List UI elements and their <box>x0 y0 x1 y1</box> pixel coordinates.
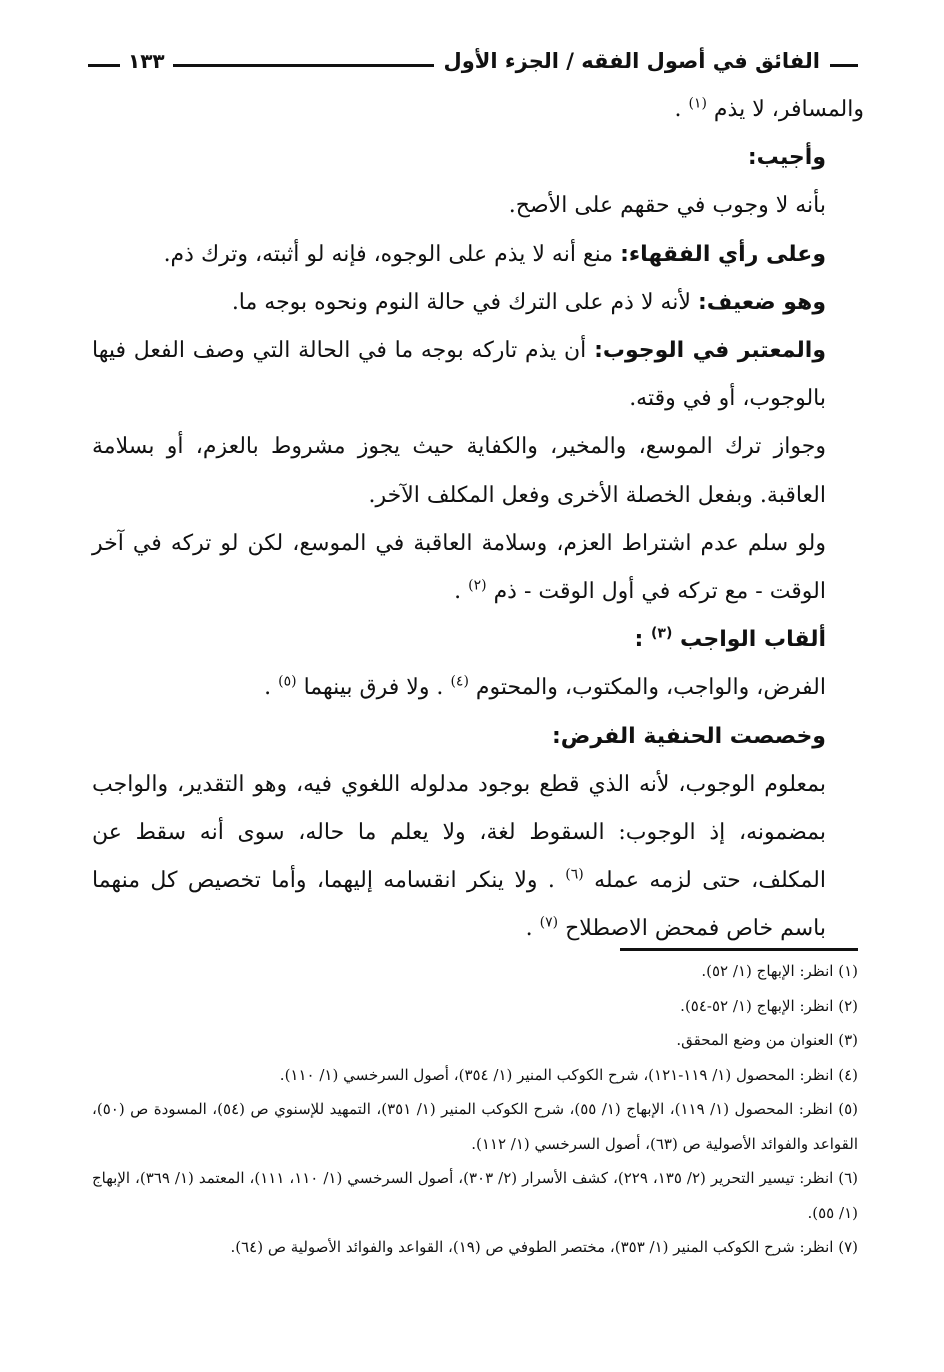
paragraph <box>92 520 864 616</box>
footnote-separator <box>620 948 858 951</box>
paragraph <box>92 664 864 712</box>
paragraph <box>92 86 864 134</box>
footnote: (٤) انظر: المحصول (١/ ١١٩-١٢١)، شرح الكوكب المنير (١/ ٣٥٤)، أصول السرخسي (١/ ١١٠). <box>279 1065 858 1084</box>
footnotes <box>92 954 858 1265</box>
paragraph-text: بمعلوم الوجوب، لأنه الذي قطع بوجود مدلوله اللغوي فيه، وهو التقدير، والواجب بمضمونه، إذ الوجوب: السقوط لغة، ولا يعلم ما حاله، سوى أنه سقط عن المكلف، حتى لزمه عمله <box>92 771 826 894</box>
header-title: الفائق في أصول الفقه / الجزء الأول <box>434 44 830 78</box>
main-text <box>92 86 864 954</box>
lead-phrase: وعلى رأي الفقهاء: <box>620 241 826 267</box>
page-number: ١٣٣ <box>120 44 173 78</box>
paragraph-end: . <box>264 675 272 701</box>
footnote: (٦) انظر: تيسير التحرير (٢/ ١٣٥، ٢٢٩)، كشف الأسرار (٢/ ٣٠٣)، أصول السرخسي (١/ ١١٠، ١١١)، المعتمد (١/ ٣٦٩)، الإبهاج (١/ ٥٥). <box>92 1169 859 1222</box>
paragraph-text: والمسافر، لا يذم <box>713 97 864 122</box>
paragraph-end: . <box>674 97 682 122</box>
paragraph-text: الفرض، والواجب، والمكتوب، والمحتوم <box>475 675 826 701</box>
footnote: (٥) انظر: المحصول (١/ ١١٩)، الإبهاج (١/ ٥٥)، شرح الكوكب المنير (١/ ٣٥١)، التمهيد للإسنوي ص (٥٤)، المسودة ص (٥٠)، القواعد والفوائد الأصولية ص (٦٣)، أصول السرخسي (١/ ١١٢). <box>92 1100 859 1153</box>
heading-end: : <box>634 627 644 653</box>
paragraph-text: . ولا ينكر انقسامه إليهما، وأما تخصيص كل منهما باسم خاص فمحض الاصطلاح <box>92 868 826 942</box>
paragraph-text: منع أنه لا يذم على الوجوه، فإنه لو أثبته، وترك ذم. <box>163 241 614 267</box>
paragraph-text: ولو سلم عدم اشتراط العزم، وسلامة العاقبة في الموسع، لكن لو تركه في آخر الوقت - مع تركه في أول الوقت - ذم <box>92 530 826 605</box>
footnote-ref: (٧) <box>539 915 559 932</box>
paragraph-text: أن يذم تاركه بوجه ما في الحالة التي وصف الفعل فيها بالوجوب، أو في وقته. <box>92 338 826 412</box>
section-heading <box>92 616 864 664</box>
paragraph <box>92 423 864 519</box>
footnote: (٣) العنوان من وضع المحقق. <box>676 1031 858 1049</box>
lead-phrase: والمعتبر في الوجوب: <box>594 338 826 364</box>
footnote-ref: (٣) <box>651 625 673 642</box>
paragraph-end: . <box>454 579 462 605</box>
paragraph-end: . <box>525 916 533 942</box>
footnote-ref: (٤) <box>450 674 469 691</box>
footnote: (١) انظر: الإبهاج (١/ ٥٢). <box>701 962 858 980</box>
paragraph <box>92 327 864 423</box>
lead-phrase: وهو ضعيف: <box>697 289 826 315</box>
paragraph <box>92 279 864 327</box>
footnote: (٢) انظر: الإبهاج (١/ ٥٢-٥٤). <box>680 996 858 1015</box>
running-header <box>88 44 858 78</box>
paragraph-text: . ولا فرق بينهما <box>303 675 444 701</box>
paragraph <box>92 182 864 230</box>
paragraph-text: وجواز ترك الموسع، والمخير، والكفاية حيث يجوز مشروط بالعزم، أو بسلامة العاقبة. وبفعل الخصلة الأخرى وفعل المكلف الآخر. <box>92 434 826 508</box>
heading-text: ألقاب الواجب <box>680 627 826 653</box>
footnote-ref: (٢) <box>468 577 487 594</box>
paragraph-text: بأنه لا وجوب في حقهم على الأصح. <box>508 193 826 219</box>
paragraph-text: لأنه لا ذم على الترك في حالة النوم ونحوه بوجه ما. <box>231 289 691 315</box>
paragraph <box>92 134 864 182</box>
paragraph <box>92 231 864 279</box>
paragraph <box>92 761 864 954</box>
footnote-ref: (٦) <box>565 866 584 883</box>
heading-text: وخصصت الحنفية الفرض: <box>551 723 826 749</box>
footnote-ref: (٥) <box>278 674 297 691</box>
footnote: (٧) انظر: شرح الكوكب المنير (١/ ٣٥٣)، مختصر الطوفي ص (١٩)، القواعد والفوائد الأصولية ص (٦٤). <box>230 1238 858 1256</box>
footnote-ref: (١) <box>688 95 707 112</box>
section-heading <box>92 713 864 761</box>
lead-phrase: وأجيب: <box>747 145 826 171</box>
